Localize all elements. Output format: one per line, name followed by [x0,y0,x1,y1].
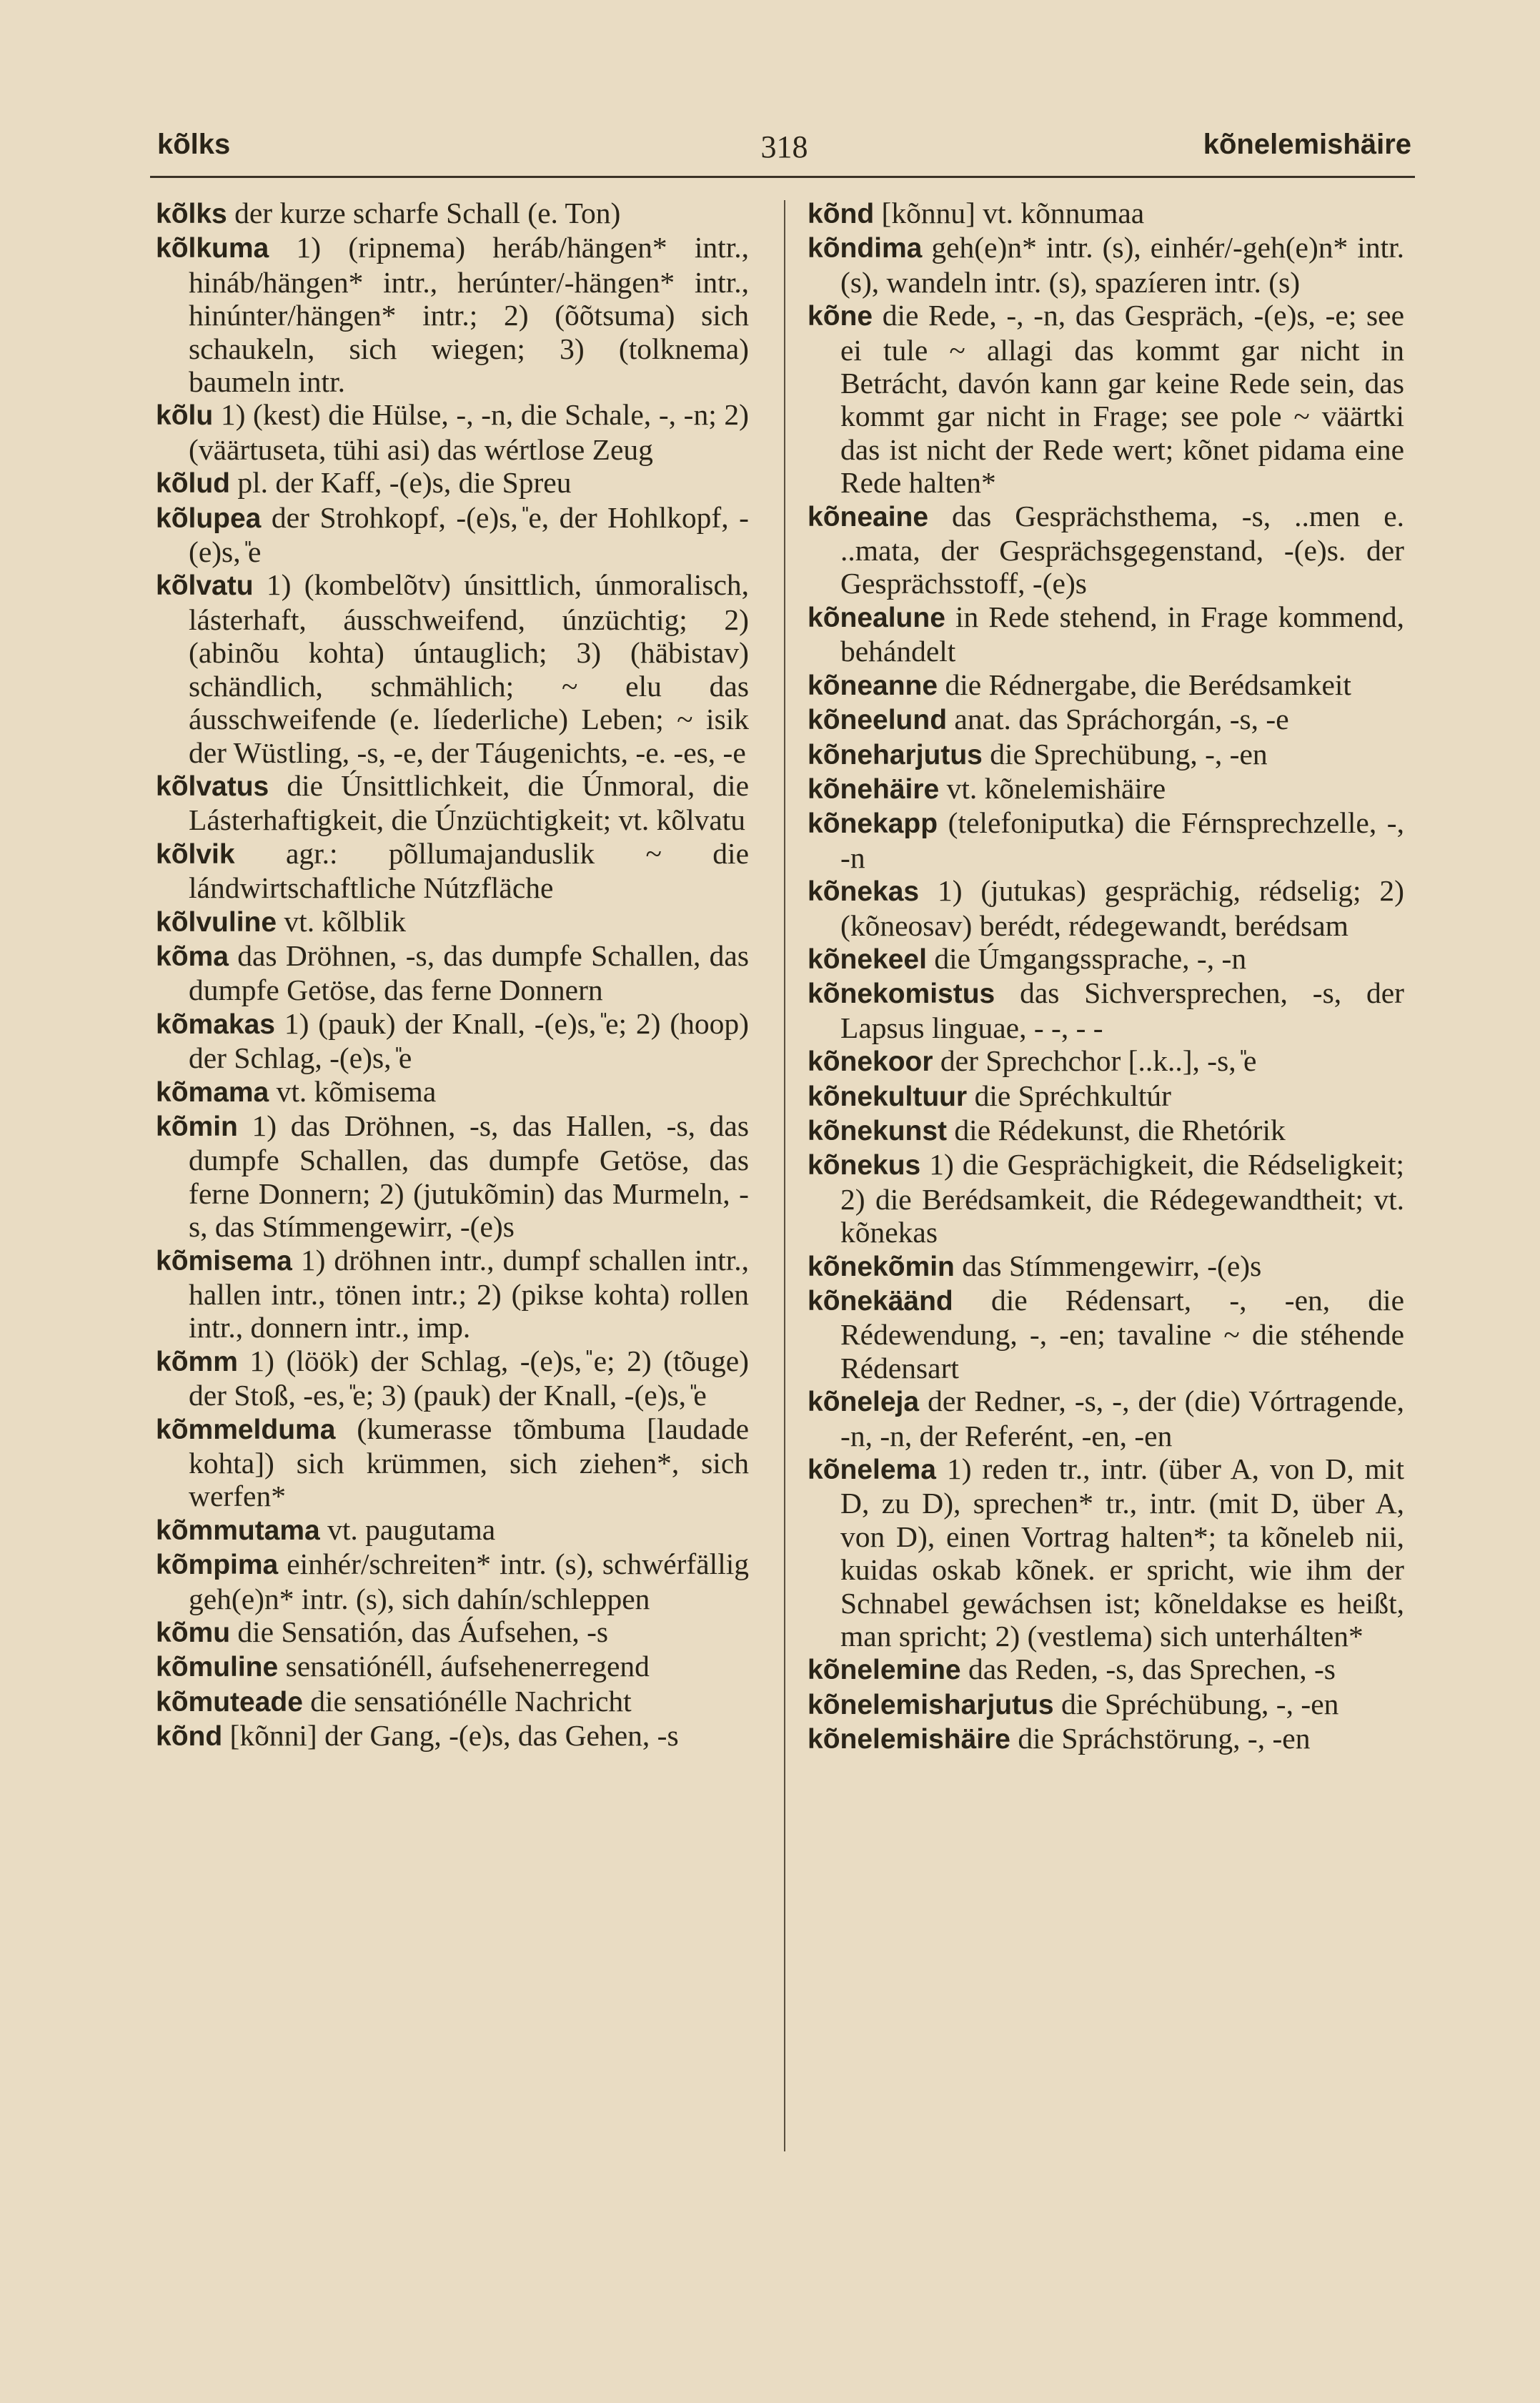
dictionary-entry [808,1044,1404,1079]
dictionary-entry [156,905,749,939]
entry-headword: kõmin [156,1111,238,1142]
entry-definition: sensatiónéll, áufsehenerregend [285,1650,650,1683]
dictionary-entry [808,600,1404,668]
entry-headword: kõmmutama [156,1515,320,1546]
entry-headword: kõnelemine [808,1655,961,1686]
entry-headword: kõlvatu [156,570,254,602]
entry-headword: kõneleja [808,1387,920,1418]
entry-headword: kõnd [808,199,875,229]
entry-definition: das Sichversprechen, -s, der Lapsus linguae, - -, - - [840,976,1405,1044]
dictionary-entry [156,1615,749,1650]
entry-definition: [kõnni] der Gang, -(e)s, das Gehen, -s [229,1719,679,1753]
entry-definition: vt. kõmisema [276,1074,437,1108]
entry-headword: kõnekapp [808,808,938,840]
entry-headword: kõnealune [808,602,945,633]
entry-headword: kõlvik [156,838,235,870]
entry-headword: kõnekeel [808,943,927,975]
running-head [157,122,1411,172]
entry-headword: kõlvuline [156,906,277,938]
entry-headword: kõnehäire [808,773,940,805]
entry-headword: kõmpima [156,1550,279,1581]
entry-definition: (kumerasse tõmbuma [laudade kohta]) sich krümmen, sich ziehen*, sich werfen* [189,1412,749,1513]
header-rule [150,176,1415,178]
dictionary-entry [156,1547,749,1615]
dictionary-entry [156,1513,749,1547]
entry-definition: die Sprechübung, -, -en [990,737,1268,771]
dictionary-entry [808,738,1404,772]
entry-definition: 1) (löök) der Schlag, -(e)s, ̎e; 2) (tõuge) der Stoß, -es, ̎e; 3) (pauk) der Knall, -(e)s, ̎e [189,1344,749,1412]
entry-definition: die Spréchübung, -, -en [1060,1687,1339,1720]
dictionary-entry [808,1722,1404,1756]
entry-definition: das Dröhnen, -s, das dumpfe Schallen, das dumpfe Getöse, das ferne Donnern [189,938,749,1007]
entry-headword: kõnd [156,1721,223,1753]
dictionary-entry [156,939,749,1007]
entry-definition: die Spréchkultúr [974,1079,1172,1112]
dictionary-entry [808,668,1404,703]
header-left-guide-word: kõlks [157,129,231,160]
entry-definition: die Úmgangssprache, -, -n [934,941,1247,975]
header-right-guide-word: kõnelemishäire [1203,129,1411,160]
entry-headword: kõnekoor [808,1046,933,1078]
entry-definition: die Rédekunst, die Rhetórik [954,1113,1286,1146]
entry-headword: kõmuline [156,1652,279,1683]
entry-definition: die Sensatión, das Áufsehen, -s [237,1615,609,1649]
dictionary-entry [156,466,749,500]
entry-definition: 1) (kombelõtv) únsittlich, únmoralisch, lásterhaft, áusschweifend, únzüchtig; 2) (abinõu kohta) úntauglich; 3) (häbistav) schändlich, schmählich; ~ elu das áusschweifende (e. líederliche) Leben; ~ isik der Wüstling, -s, -e, der Táugenichts, -e. -es, -e [189,568,749,769]
page-number: 318 [760,129,808,164]
entry-definition: 1) dröhnen intr., dumpf schallen intr., hallen intr., tönen intr.; 2) (pikse kohta) rollen intr., donnern intr., imp. [189,1243,750,1344]
dictionary-entry [156,568,749,768]
entry-definition: 1) (ripnema) heráb/hängen* intr., hináb/hängen* intr., herúnter/-hängen* intr., hinúnter/hängen* intr.; 2) (õõtsuma) sich schaukeln, sich wiegen; 3) (tolknema) baumeln intr. [189,231,749,399]
entry-headword: kõneanne [808,670,938,701]
dictionary-entry [156,1685,749,1719]
dictionary-entry [156,197,749,231]
column-divider [784,200,785,2151]
entry-headword: kõlkuma [156,233,269,264]
dictionary-entry [156,837,749,905]
entry-definition: [kõnnu] vt. kõnnumaa [881,197,1145,229]
dictionary-entry [808,703,1404,737]
dictionary-entry [156,1109,749,1244]
dictionary-entry [808,1284,1404,1384]
entry-definition: die Únsittlichkeit, die Únmoral, die Lásterhaftigkeit, die Únzüchtigkeit; vt. kõlvatu [189,768,749,837]
entry-definition: geh(e)n* intr. (s), einhér/-geh(e)n* intr. (s), wandeln intr. (s), spazíeren intr. (s) [840,231,1405,299]
entry-definition: einhér/schreiten* intr. (s), schwérfällig geh(e)n* intr. (s), sich dahín/schleppen [189,1547,750,1615]
entry-definition: der Strohkopf, -(e)s, ̎e, der Hohlkopf, -(e)s, ̎e [189,500,749,569]
dictionary-entry [808,1148,1404,1249]
entry-definition: 1) reden tr., intr. (über A, von D, mit D, zu D), sprechen* tr., intr. (mit D, über A, von D), einen Vortrag halten*; ta kõneleb nii, kuidas oskab kõnek. er spricht, wie ihm der Schnabel gewáchsen ist; kõneldakse es heißt, man spricht; 2) (vestlema) sich unterhálten* [840,1452,1404,1653]
entry-headword: kõneelund [808,705,948,736]
dictionary-entry [808,197,1404,231]
dictionary-entry [808,874,1404,942]
entry-definition: die sensatiónélle Nachricht [310,1684,632,1718]
dictionary-entry [808,976,1404,1044]
left-column [156,197,749,1754]
entry-headword: kõlu [156,400,214,432]
entry-headword: kõnekõmin [808,1251,955,1282]
entry-definition: das Gesprächsthema, -s, ..men e. ..mata, der Gesprächsgegenstand, -(e)s. der Gesprächsstoff, -(e)s [840,499,1404,600]
dictionary-entry [156,501,749,569]
entry-definition: der Sprechchor [..k..], -s, ̎e [940,1044,1257,1078]
entry-definition: vt. kõnelemishäire [946,771,1166,805]
right-column [808,197,1404,1757]
entry-definition: der Redner, -s, -, der (die) Vórtragende, -n, -n, der Referént, -en, -en [840,1384,1405,1452]
entry-definition: das Reden, -s, das Sprechen, -s [968,1653,1336,1686]
entry-definition: (telefoniputka) die Férnsprechzelle, -, -n [840,806,1404,874]
entry-headword: kõneaine [808,501,929,532]
dictionary-entry [156,231,749,398]
dictionary-entry [808,772,1404,806]
entry-definition: 1) (pauk) der Knall, -(e)s, ̎e; 2) (hoop) der Schlag, -(e)s, ̎e [189,1006,750,1075]
entry-headword: kõnelemishäire [808,1724,1010,1755]
entry-headword: kõnekultuur [808,1081,968,1112]
entry-headword: kõmuteade [156,1686,303,1718]
entry-headword: kõnekunst [808,1115,948,1146]
entry-definition: vt. paugutama [327,1512,496,1546]
entry-definition: 1) (jutukas) gesprächig, rédselig; 2) (kõneosav) berédt, rédegewandt, berédsam [840,874,1404,942]
dictionary-entry [808,1653,1404,1687]
dictionary-entry [808,1688,1404,1722]
dictionary-entry [156,398,749,466]
entry-headword: kõma [156,941,229,972]
entry-headword: kõneharjutus [808,739,983,771]
entry-definition: pl. der Kaff, -(e)s, die Spreu [237,466,572,500]
dictionary-entry [156,1007,749,1075]
dictionary-entry [156,1075,749,1109]
entry-definition: die Rédensart, -, -en, die Rédewendung, -, -en; tavaline ~ die stéhende Rédensart [840,1284,1405,1384]
entry-headword: kõnelemisharjutus [808,1689,1054,1720]
entry-definition: die Rédnergabe, die Berédsamkeit [945,668,1351,701]
entry-headword: kõmmelduma [156,1414,336,1445]
entry-headword: kõlks [156,199,227,229]
dictionary-entry [808,806,1404,874]
entry-definition: in Rede stehend, in Frage kommend, behándelt [840,600,1404,668]
dictionary-entry [808,942,1404,976]
entry-headword: kõnekäänd [808,1286,953,1317]
entry-headword: kõnekomistus [808,978,995,1010]
dictionary-entry [808,500,1404,600]
entry-headword: kõmisema [156,1245,292,1277]
dictionary-entry [808,299,1404,499]
dictionary-entry [808,1249,1404,1284]
entry-definition: 1) die Gesprächigkeit, die Rédseligkeit; 2) die Berédsamkeit, die Rédegewandtheit; vt. kõnekas [840,1148,1404,1249]
dictionary-entry [156,769,749,837]
dictionary-entry [156,1244,749,1344]
entry-definition: der kurze scharfe Schall (e. Ton) [234,197,621,229]
entry-headword: kõnekus [808,1150,921,1181]
entry-headword: kõnelema [808,1455,936,1486]
entry-definition: vt. kõlblik [284,904,407,938]
entry-headword: kõlud [156,468,230,500]
entry-definition: das Stímmengewirr, -(e)s [962,1249,1262,1282]
entry-headword: kõnekas [808,876,920,908]
entry-headword: kõne [808,301,873,332]
entry-definition: 1) (kest) die Hülse, -, -n, die Schale, -, -n; 2) (väärtuseta, tühi asi) das wértlose Zeug [189,398,750,466]
dictionary-entry [156,1412,749,1513]
entry-definition: 1) das Dröhnen, -s, das Hallen, -s, das dumpfe Schallen, das dumpfe Getöse, das ferne Donnern; 2) (jutukõmin) das Murmeln, -s, das Stímmengewirr, -(e)s [189,1109,749,1244]
dictionary-entry [156,1344,749,1412]
dictionary-entry [808,231,1404,299]
entry-headword: kõlupea [156,502,262,534]
entry-definition: die Spráchstörung, -, -en [1018,1722,1311,1755]
dictionary-entry [808,1114,1404,1148]
entry-definition: die Rede, -, -n, das Gespräch, -(e)s, -e; see ei tule ~ allagi das kommt gar nicht in Betrácht, davón kann gar keine Rede sein, das kommt gar nicht in Frage; see pole ~ väärtki das ist nicht der Rede wert; kõnet pidama eine Rede halten* [840,299,1405,500]
dictionary-entry [808,1079,1404,1114]
dictionary-entry [156,1719,749,1753]
entry-definition: agr.: põllumajanduslik ~ die lándwirtschaftliche Nútzfläche [189,836,749,905]
entry-definition: anat. das Spráchorgán, -s, -e [954,703,1289,736]
entry-headword: kõmama [156,1076,269,1108]
dictionary-entry [156,1650,749,1684]
dictionary-entry [808,1452,1404,1653]
entry-headword: kõmm [156,1346,238,1377]
entry-headword: kõlvatus [156,771,269,802]
dictionary-entry [808,1384,1404,1452]
entry-headword: kõmu [156,1617,231,1649]
entry-headword: kõndima [808,233,923,264]
entry-headword: kõmakas [156,1009,275,1040]
